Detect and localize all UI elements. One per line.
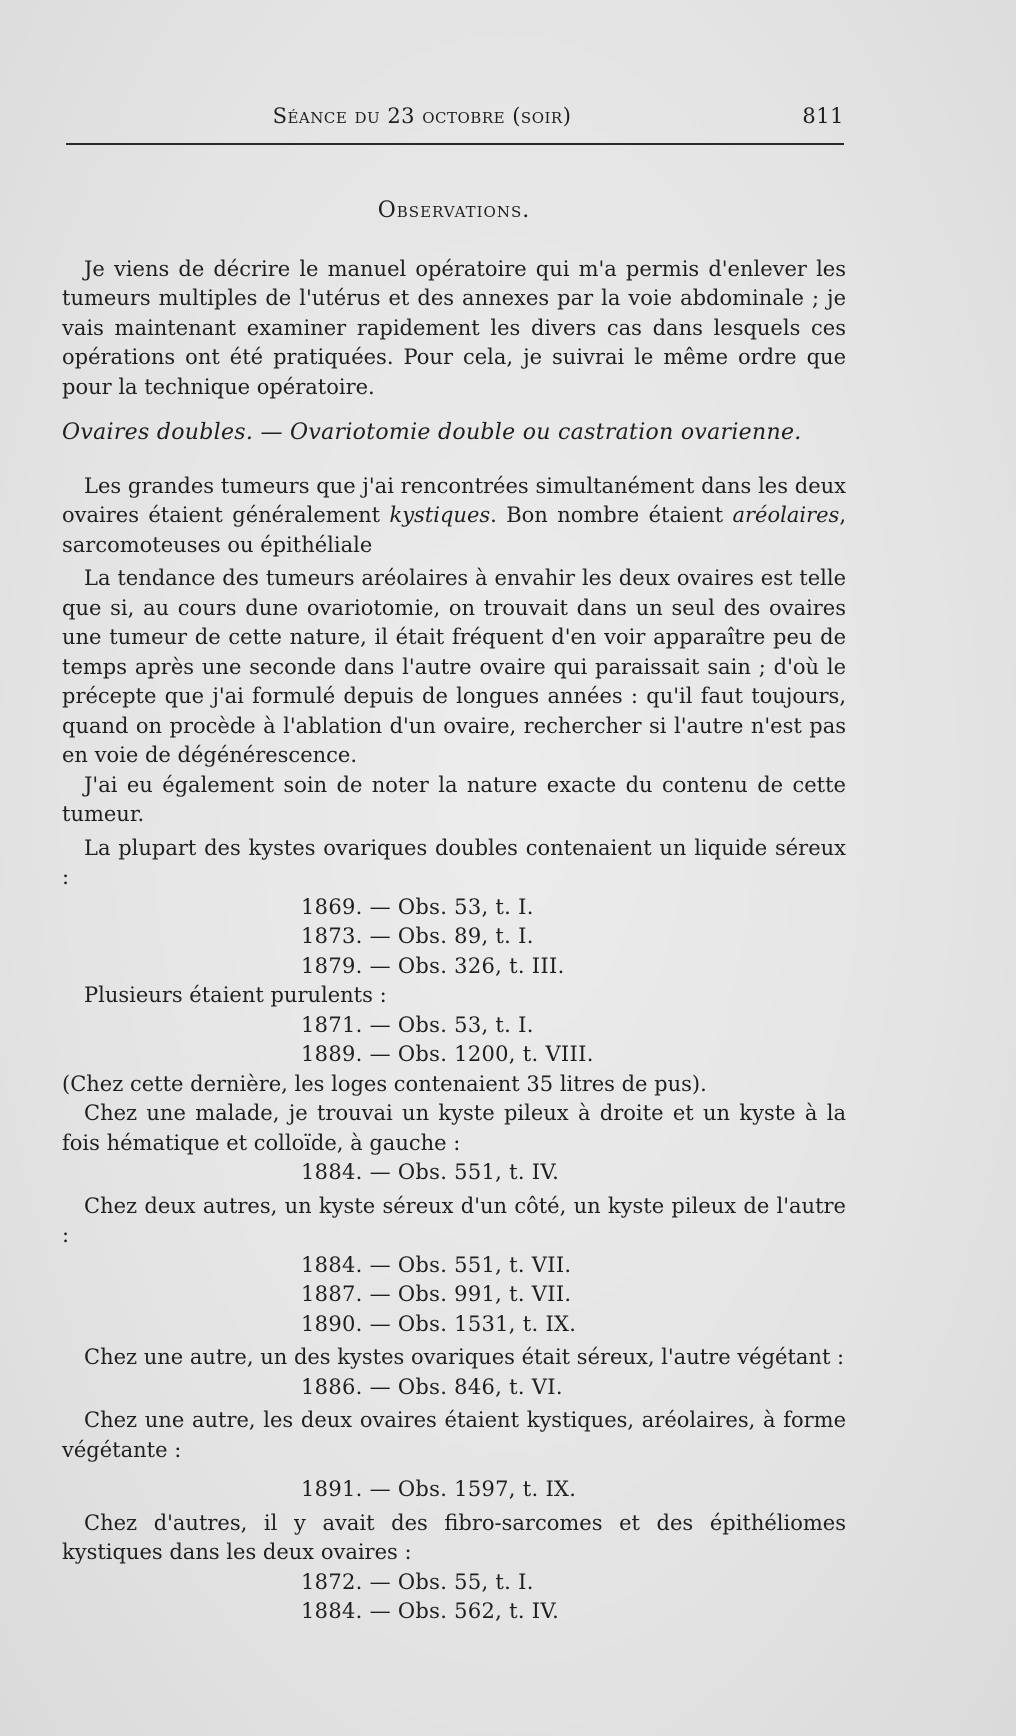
obs-entry: 1887. — Obs. 991, t. VII. (301, 1282, 572, 1306)
paragraph-serous: La plupart des kystes ovariques doubles contenaient un liquide séreux : (62, 835, 846, 889)
page-number: 811 (802, 104, 844, 128)
paragraph-fibro: Chez d'autres, il y avait des fibro-sarcomes et des épithéliomes kystiques dans les deux ovaires : (62, 1510, 846, 1564)
obs-entry: 1889. — Obs. 1200, t. VIII. (301, 1042, 594, 1066)
intro-paragraph: Je viens de décrire le manuel opératoire qui m'a permis d'enlever les tumeurs multiples de l'utérus et des annexes par la voie abdominale ; je vais maintenant examiner rapidement les divers cas dans lesquels ces opérations ont été pratiquées. Pour cela, je suivrai le même ordre que pour la technique opératoire. (62, 256, 846, 399)
obs-entry: 1884. — Obs. 551, t. VII. (301, 1252, 572, 1277)
paragraph-vegetant: Chez une autre, un des kystes ovariques était séreux, l'autre végétant : (84, 1345, 845, 1369)
obs-entry: 1871. — Obs. 53, t. I. (301, 1012, 534, 1037)
para1-areolaires: aréolaires (732, 503, 840, 527)
obs-entry: 1879. — Obs. 326, t. III. (301, 953, 565, 978)
paragraph-areolar: Chez une autre, les deux ovaires étaient kystiques, aréolaires, à forme végétante : (62, 1408, 846, 1462)
paragraph-content-nature: J'ai eu également soin de noter la nature exacte du contenu de cette tumeur. (62, 772, 846, 826)
paragraph-tumors (62, 472, 846, 561)
header-title: Séance du 23 octobre (soir) (272, 104, 572, 128)
paragraph-tendency: La tendance des tumeurs aréolaires à envahir les deux ovaires est telle que si, au cours dune ovariotomie, on trouvait dans un seul des ovaires une tumeur de cette nature, il était fréquent d'en voir apparaître peu de temps après une seconde dans l'autre ovaire qui paraissait sain ; d'où le précepte que j'ai formulé depuis de longues années : qu'il faut toujours, quand on procède à l'ablation d'un ovaire, rechercher si l'autre n'est pas en voie de dégénérescence. (62, 566, 846, 767)
para1-c: . Bon nombre étaient (490, 503, 733, 527)
para1-kystiques: kystiques (389, 503, 491, 527)
obs-entry: 1869. — Obs. 53, t. I. (301, 894, 534, 919)
obs-entry: 1884. — Obs. 562, t. IV. (301, 1599, 560, 1623)
paragraph-purulent: Plusieurs étaient purulents : (84, 983, 387, 1007)
obs-entry: 1872. — Obs. 55, t. I. (301, 1569, 534, 1594)
obs-entry: 1890. — Obs. 1531, t. IX. (301, 1311, 577, 1336)
header-rule (66, 143, 844, 145)
obs-entry: 1891. — Obs. 1597, t. IX. (301, 1477, 577, 1501)
para1-a: Les grandes tumeurs que j'ai rencontrées simultanément dans les deux ovaires étaient généralement (62, 473, 846, 527)
running-header (66, 104, 844, 136)
body-text (62, 196, 846, 1627)
obs-entry: 1873. — Obs. 89, t. I. (301, 924, 534, 948)
subheading: Ovaires doubles. — Ovariotomie double ou castration ovarienne. (62, 420, 802, 445)
section-title: Observations. (377, 198, 531, 223)
obs-entry: 1886. — Obs. 846, t. VI. (301, 1374, 563, 1399)
paragraph-pilous: Chez deux autres, un kyste séreux d'un côté, un kyste pileux de l'autre : (62, 1193, 846, 1247)
paragraph-hematic: Chez une malade, je trouvai un kyste pileux à droite et un kyste à la fois hématique et colloïde, à gauche : (62, 1101, 846, 1155)
para1-e: , sarcomoteuses ou épithéliale (62, 503, 846, 557)
paragraph-note-pus: (Chez cette dernière, les loges contenaient 35 litres de pus). (62, 1071, 707, 1096)
obs-entry: 1884. — Obs. 551, t. IV. (301, 1160, 560, 1184)
